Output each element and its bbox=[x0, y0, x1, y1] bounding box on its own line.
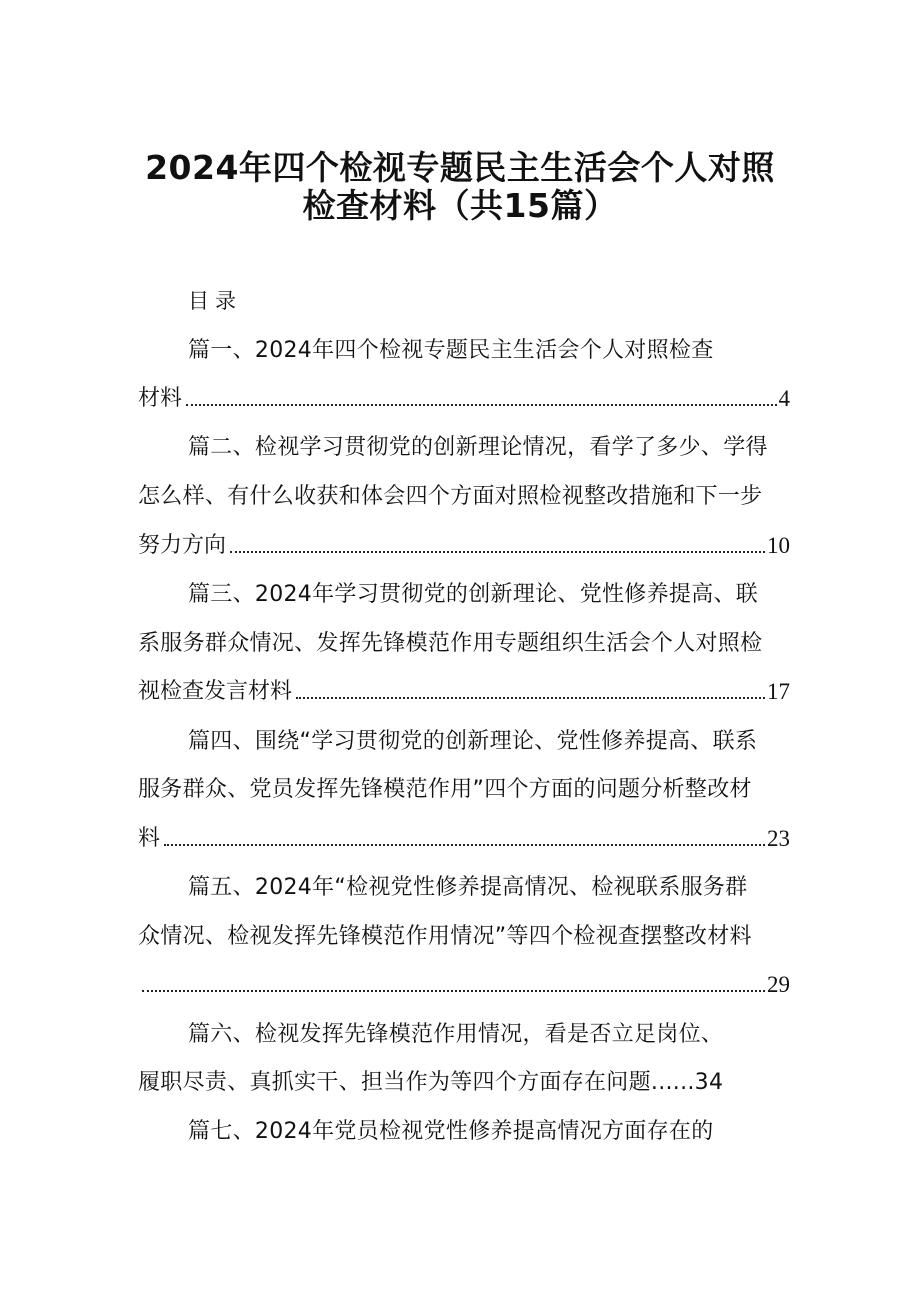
toc-entry-2-page: 10 bbox=[767, 533, 790, 558]
document-title-line-2: 检查材料（共15篇） bbox=[302, 186, 618, 225]
leader-dots bbox=[186, 403, 776, 406]
toc-entry-1-tail: 材料 bbox=[138, 386, 183, 411]
toc-entry-4-line-2[interactable]: 服务群众、党员发挥先锋模范作用”四个方面的问题分析整改材 bbox=[138, 777, 752, 802]
toc-entry-4-tail: 料 bbox=[138, 826, 161, 851]
toc-entry-6-line-1[interactable]: 篇六、检视发挥先锋模范作用情况，看是否立足岗位、 bbox=[188, 1022, 724, 1047]
toc-entry-4-last-line[interactable] bbox=[138, 824, 790, 854]
toc-entry-2-last-line[interactable] bbox=[138, 531, 790, 561]
toc-heading: 目录 bbox=[188, 289, 242, 313]
leader-dots bbox=[230, 550, 765, 553]
toc-entry-1-line-1[interactable]: 篇一、2024年四个检视专题民主生活会个人对照检查 bbox=[188, 338, 714, 363]
toc-entry-3-last-line[interactable] bbox=[138, 677, 790, 707]
document-title-line-1: 2024年四个检视专题民主生活会个人对照 bbox=[145, 148, 775, 187]
toc-entry-5-line-2[interactable]: 众情况、检视发挥先锋模范作用情况”等四个检视查摆整改材料 bbox=[138, 924, 752, 949]
toc-entry-3-line-1[interactable]: 篇三、2024年学习贯彻党的创新理论、党性修养提高、联 bbox=[188, 582, 759, 607]
toc-entry-4-line-1[interactable]: 篇四、围绕“学习贯彻党的创新理论、党性修养提高、联系 bbox=[188, 729, 758, 754]
toc-entry-5-line-1[interactable]: 篇五、2024年“检视党性修养提高情况、检视联系服务群 bbox=[188, 875, 748, 900]
toc-entry-5-page: 29 bbox=[767, 972, 790, 997]
toc-entry-1-page: 4 bbox=[778, 386, 790, 411]
toc-entry-6-line-2[interactable]: 履职尽责、真抓实干、担当作为等四个方面存在问题......34 bbox=[138, 1070, 724, 1095]
toc-entry-1-last-line[interactable] bbox=[138, 384, 790, 414]
toc-entry-2-line-1[interactable]: 篇二、检视学习贯彻党的创新理论情况，看学了多少、学得 bbox=[188, 435, 768, 460]
toc-entry-5-last-line[interactable] bbox=[138, 970, 790, 1000]
toc-entry-4-page: 23 bbox=[767, 826, 790, 851]
toc-entry-2-line-2[interactable]: 怎么样、有什么收获和体会四个方面对照检视整改措施和下一步 bbox=[138, 484, 763, 509]
toc-entry-3-tail: 视检查发言材料 bbox=[138, 679, 293, 704]
leader-dots bbox=[296, 696, 765, 699]
toc-entry-7-line-1[interactable]: 篇七、2024年党员检视党性修养提高情况方面存在的 bbox=[188, 1119, 714, 1144]
toc-entry-3-line-2[interactable]: 系服务群众情况、发挥先锋模范作用专题组织生活会个人对照检 bbox=[138, 631, 763, 656]
leader-dots bbox=[142, 989, 765, 992]
toc-entry-2-tail: 努力方向 bbox=[138, 533, 227, 558]
leader-dots bbox=[164, 843, 765, 846]
toc-entry-3-page: 17 bbox=[767, 679, 790, 704]
